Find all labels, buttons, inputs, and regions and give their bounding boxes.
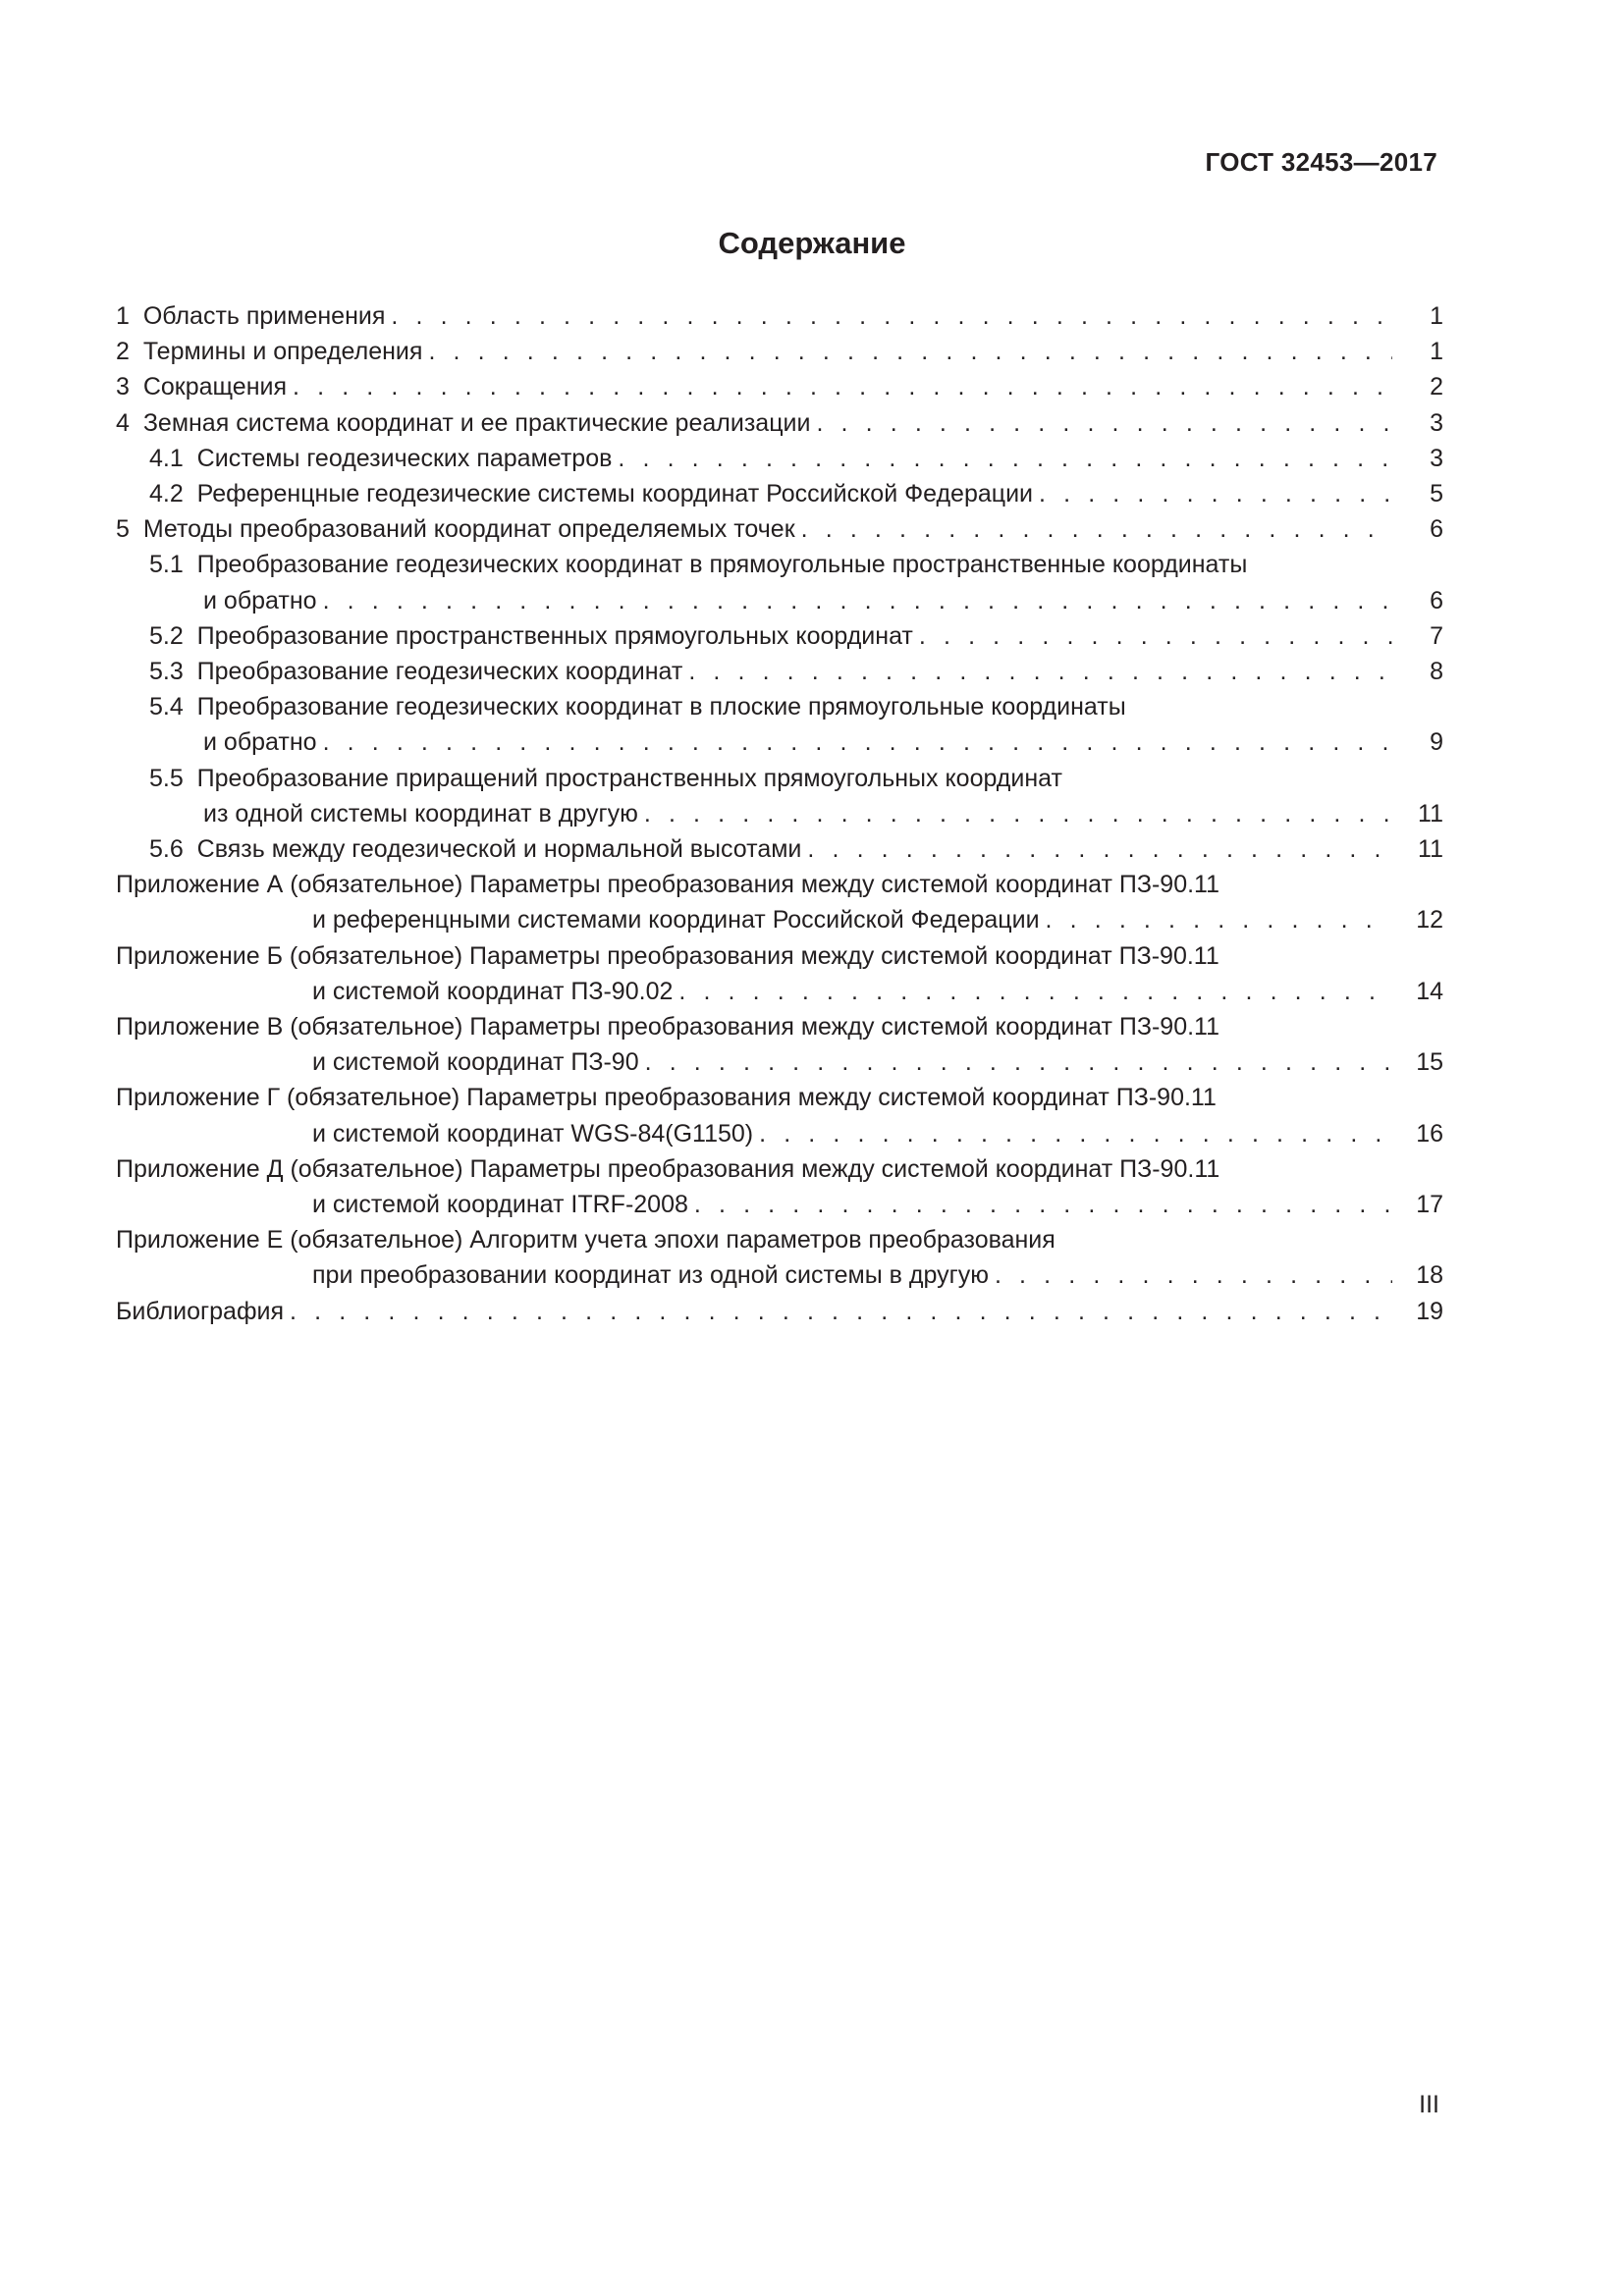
toc-entry-title: Референцные геодезические системы координат Российской Федерации xyxy=(196,480,1034,508)
toc-entry[interactable] xyxy=(116,547,1443,617)
toc-entry-title-continued: и обратно xyxy=(203,728,317,757)
leader-dots xyxy=(323,724,1392,760)
document-code: ГОСТ 32453—2017 xyxy=(1205,147,1437,177)
leader-dots xyxy=(428,334,1392,369)
toc-entry-title-continued: и системой координат WGS-84(G1150) xyxy=(312,1119,754,1148)
leader-dots xyxy=(678,974,1392,1009)
toc-entry-page: 14 xyxy=(1416,977,1443,1005)
toc-entry-title: Сокращения xyxy=(142,373,288,401)
table-of-contents xyxy=(116,298,1443,1329)
page-number: III xyxy=(1419,2091,1439,2118)
toc-appendix-entry[interactable] xyxy=(116,867,1443,937)
leader-dots xyxy=(645,1044,1392,1080)
toc-entry-page: 3 xyxy=(1430,444,1443,472)
toc-entry-title: Термины и определения xyxy=(142,338,423,366)
toc-entry[interactable] xyxy=(116,761,1443,831)
toc-entry-title: Приложение Е (обязательное) Алгоритм учета эпохи параметров преобразования xyxy=(116,1226,1056,1255)
toc-entry-title: Область применения xyxy=(142,302,386,330)
leader-dots xyxy=(391,298,1392,334)
toc-entry-number: 2 xyxy=(116,338,130,366)
leader-dots xyxy=(801,511,1392,547)
leader-dots xyxy=(759,1116,1392,1151)
toc-entry-page: 18 xyxy=(1416,1261,1443,1290)
toc-entry-title: Приложение В (обязательное) Параметры преобразования между системой координат ПЗ-90.11 xyxy=(116,1013,1220,1041)
toc-appendix-entry[interactable] xyxy=(116,1222,1443,1293)
toc-entry-title: Приложение Б (обязательное) Параметры преобразования между системой координат ПЗ-90.11 xyxy=(116,941,1219,970)
toc-entry-page: 6 xyxy=(1430,515,1443,544)
toc-entry-title-continued: и системой координат ПЗ-90.02 xyxy=(312,977,674,1005)
toc-entry-title: Преобразование пространственных прямоугольных координат xyxy=(196,621,913,650)
toc-entry-page: 1 xyxy=(1430,338,1443,366)
toc-entry-title: Преобразование приращений пространственных прямоугольных координат xyxy=(196,764,1062,792)
toc-entry-number: 5.6 xyxy=(149,835,184,864)
toc-entry-title-continued: и системой координат ПЗ-90 xyxy=(312,1048,639,1077)
leader-dots xyxy=(807,831,1392,867)
toc-entry-page: 11 xyxy=(1418,799,1443,828)
toc-entry[interactable] xyxy=(116,369,1443,404)
toc-entry-number: 4.1 xyxy=(149,444,184,472)
toc-entry-title: Методы преобразований координат определяемых точек xyxy=(142,515,795,544)
toc-entry-page: 17 xyxy=(1416,1191,1443,1219)
toc-entry[interactable] xyxy=(116,831,1443,867)
toc-entry[interactable] xyxy=(116,405,1443,441)
toc-entry-title-continued: и обратно xyxy=(203,586,317,614)
toc-entry-number: 1 xyxy=(116,302,130,330)
leader-dots xyxy=(995,1257,1392,1293)
toc-entry-title: Преобразование геодезических координат в плоские прямоугольные координаты xyxy=(196,693,1126,721)
toc-entry-number: 5.4 xyxy=(149,693,184,721)
leader-dots xyxy=(644,796,1392,831)
toc-appendix-entry[interactable] xyxy=(116,1009,1443,1080)
leader-dots xyxy=(1046,902,1392,937)
toc-entry[interactable] xyxy=(116,441,1443,476)
toc-entry[interactable] xyxy=(116,654,1443,689)
toc-entry-page: 15 xyxy=(1416,1048,1443,1077)
toc-entry-page: 9 xyxy=(1430,728,1443,757)
leader-dots xyxy=(816,405,1392,441)
toc-appendix-entry[interactable] xyxy=(116,1080,1443,1150)
toc-entry-number: 4 xyxy=(116,408,130,437)
toc-entry-page: 3 xyxy=(1430,408,1443,437)
toc-appendix-entry[interactable] xyxy=(116,1151,1443,1222)
toc-title: Содержание xyxy=(718,226,906,260)
leader-dots xyxy=(694,1187,1392,1222)
toc-entry[interactable] xyxy=(116,1294,1443,1329)
toc-entry-title: Приложение А (обязательное) Параметры преобразования между системой координат ПЗ-90.11 xyxy=(116,871,1220,899)
toc-entry-page: 6 xyxy=(1430,586,1443,614)
leader-dots xyxy=(688,654,1392,689)
toc-entry-title: Земная система координат и ее практические реализации xyxy=(142,408,811,437)
toc-entry-number: 5 xyxy=(116,515,130,544)
toc-entry-page: 19 xyxy=(1416,1297,1443,1325)
toc-entry-title: Преобразование геодезических координат xyxy=(196,658,683,686)
toc-entry-number: 3 xyxy=(116,373,130,401)
toc-entry-number: 5.5 xyxy=(149,764,184,792)
toc-entry-number: 5.3 xyxy=(149,658,184,686)
toc-entry-title-continued: при преобразовании координат из одной системы в другую xyxy=(312,1261,989,1290)
leader-dots xyxy=(1039,476,1392,511)
toc-entry-title: Системы геодезических параметров xyxy=(196,444,613,472)
toc-entry-page: 12 xyxy=(1416,906,1443,934)
leader-dots xyxy=(618,441,1392,476)
toc-entry[interactable] xyxy=(116,298,1443,334)
toc-entry[interactable] xyxy=(116,476,1443,511)
toc-entry-number: 5.2 xyxy=(149,621,184,650)
toc-entry-title: Связь между геодезической и нормальной высотами xyxy=(196,835,802,864)
leader-dots xyxy=(919,618,1392,654)
toc-entry-number: 5.1 xyxy=(149,551,184,579)
toc-entry[interactable] xyxy=(116,689,1443,760)
toc-entry-title: Преобразование геодезических координат в прямоугольные пространственные координаты xyxy=(196,551,1248,579)
toc-entry-page: 11 xyxy=(1418,835,1443,864)
toc-entry-title-continued: и референцными системами координат Российской Федерации xyxy=(312,906,1040,934)
toc-entry-page: 7 xyxy=(1430,621,1443,650)
toc-entry-page: 16 xyxy=(1416,1119,1443,1148)
toc-entry[interactable] xyxy=(116,618,1443,654)
leader-dots xyxy=(323,583,1392,618)
toc-appendix-entry[interactable] xyxy=(116,938,1443,1009)
leader-dots xyxy=(293,369,1392,404)
toc-entry-title: Библиография xyxy=(116,1297,285,1325)
leader-dots xyxy=(290,1294,1392,1329)
toc-entry-page: 1 xyxy=(1430,302,1443,330)
toc-entry-title-continued: и системой координат ITRF-2008 xyxy=(312,1191,688,1219)
toc-entry-title: Приложение Д (обязательное) Параметры преобразования между системой координат ПЗ-90.11 xyxy=(116,1154,1220,1183)
toc-entry-page: 5 xyxy=(1430,480,1443,508)
toc-entry-title: Приложение Г (обязательное) Параметры преобразования между системой координат ПЗ-90.11 xyxy=(116,1084,1217,1112)
toc-entry-page: 2 xyxy=(1430,373,1443,401)
toc-entry-number: 4.2 xyxy=(149,480,184,508)
toc-entry-title-continued: из одной системы координат в другую xyxy=(203,799,638,828)
toc-entry[interactable] xyxy=(116,511,1443,547)
toc-entry[interactable] xyxy=(116,334,1443,369)
toc-entry-page: 8 xyxy=(1430,658,1443,686)
